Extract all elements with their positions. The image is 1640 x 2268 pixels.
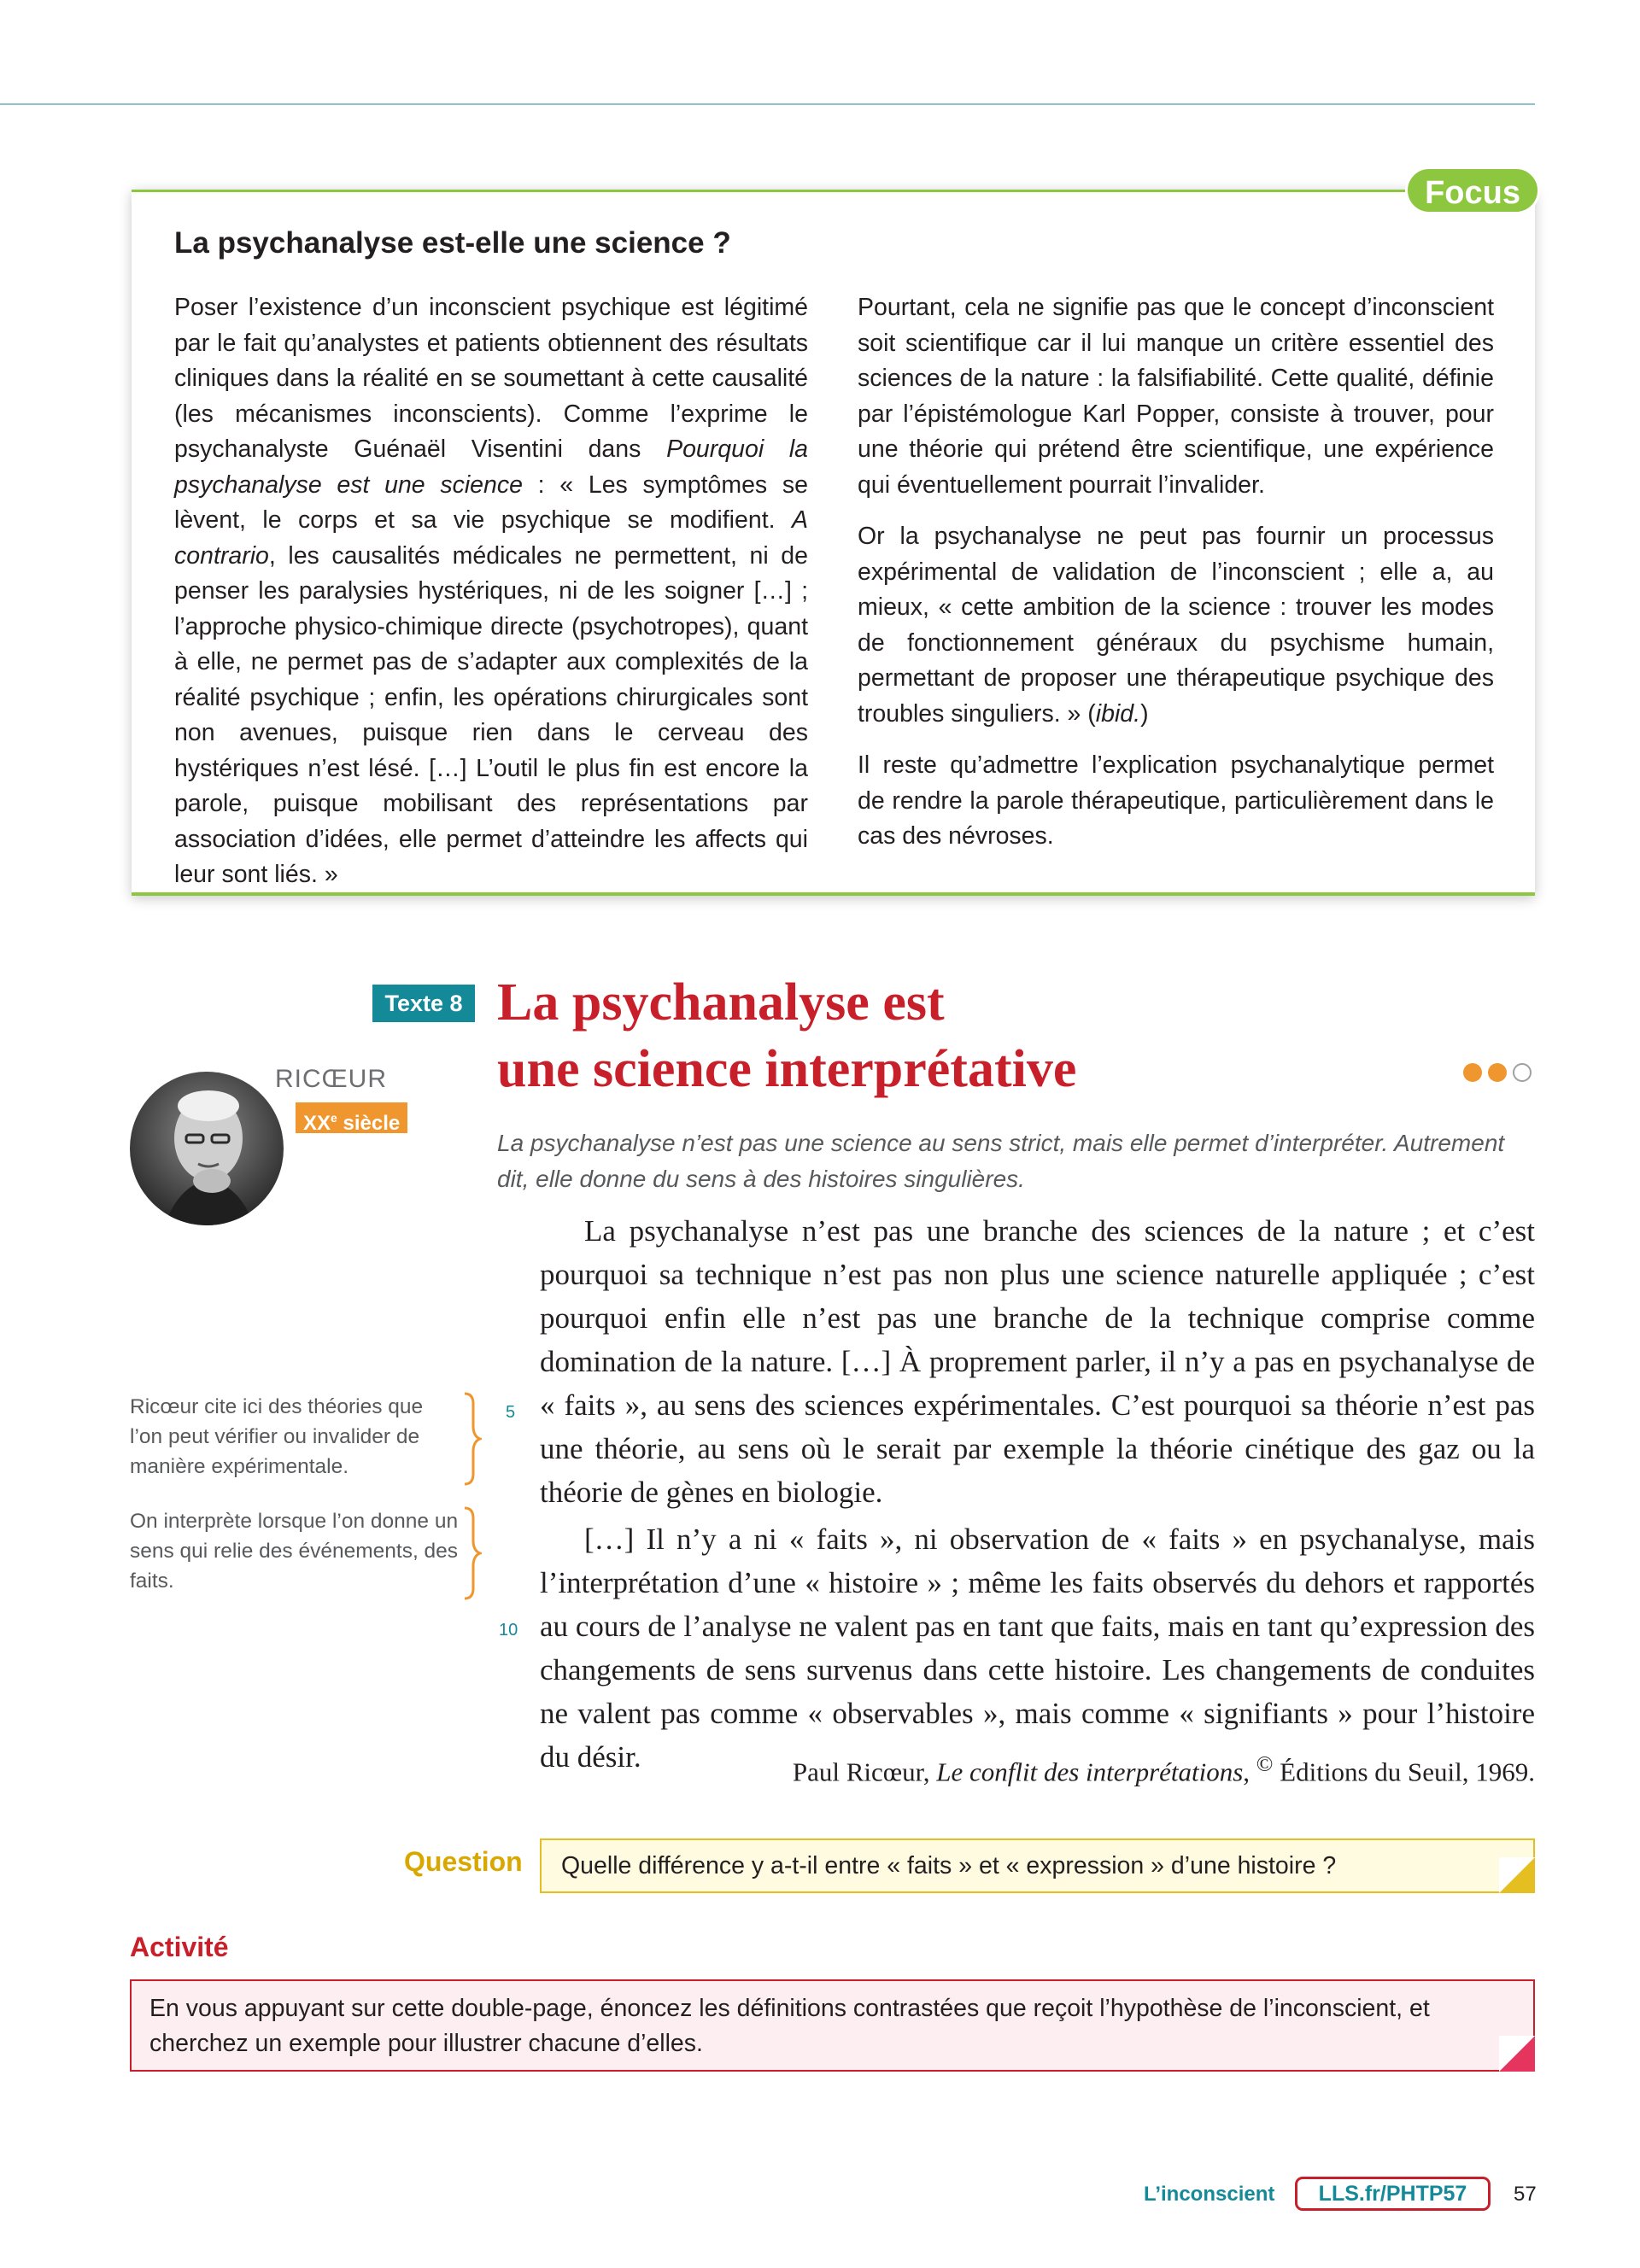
focus-left-column xyxy=(174,290,808,909)
question-box xyxy=(540,1838,1535,1893)
focus-right-column xyxy=(858,290,1494,871)
focus-left-paragraph: Poser l’existence d’un inconscient psychique est légitimé par le fait qu’analystes et patients obtiennent des résultats cliniques dans la réalité en se soumettant à cette causalité (les mécanismes inconscients). Comme l’exprime le psychanalyste Guénaël Visentini dans Pourquoi la psychanalyse est une science : « Les symptômes se lèvent, le corps et sa vie psychique se modifient. A contrario, les causalités médicales ne permettent, ni de penser les paralysies hystériques, ni de les soigner […] ; l’approche physico-chimique directe (psychotropes), quant à elle, ne permet pas de s’adapter aux complexités de la réalité psychique ; enfin, les opérations chirurgicales sont non avenues, puisque rien dans le cerveau des hystériques n’est lésé. […] L’outil le plus fin est encore la parole, puisque mobilisant des représentations par association d’idées, elle permet d’atteindre les affects qui leur sont liés. » xyxy=(174,294,808,888)
citation: Paul Ricœur, Le conflit des interprétations, © Éditions du Seuil, 1969. xyxy=(792,1751,1535,1787)
text-title-line-1: La psychanalyse est xyxy=(497,973,945,1032)
line-number-5: 5 xyxy=(506,1403,516,1422)
difficulty-dot-filled xyxy=(1463,1063,1482,1082)
corner-fold-icon xyxy=(1499,1857,1535,1893)
text-number-badge: Texte 8 xyxy=(372,985,475,1022)
century-badge: XXe siècle xyxy=(296,1102,407,1133)
activity-text: En vous appuyant sur cette double-page, énoncez les définitions contrastées que reçoit l’hypothèse de l’inconscient, et cherchez un exemple pour illustrer chacune d’elles. xyxy=(149,1995,1430,2057)
text-paragraph-2: […] Il n’y a ni « faits », ni observation de « faits » en psychanalyse, mais l’interprétation d’une « histoire » ; même les faits observés du dehors et rapportés au cours de l’analyse ne valent pas en tant que faits, mais en tant qu’expression des changements de sens survenus dans cette histoire. Les changements de conduites ne valent pas comme « observables », mais comme « signifiants » pour l’histoire du désir. xyxy=(540,1523,1535,1774)
focus-badge: Focus xyxy=(1405,167,1540,214)
margin-note-1: Ricœur cite ici des théories que l’on peut vérifier ou invalider de manière expérimentale. xyxy=(130,1395,424,1478)
top-rule xyxy=(0,103,1535,105)
focus-right-paragraph-2: Or la psychanalyse ne peut pas fournir un processus expérimental de validation de l’inconscient ; elle a, au mieux, « cette ambition de la science : trouver les modes de fonctionnement généraux du psychisme humain, permettant de proposer une thérapeutique psychique des troubles singuliers. » (ibid.) xyxy=(858,523,1494,728)
footer-web-link[interactable]: LLS.fr/PHTP57 xyxy=(1295,2177,1491,2211)
margin-brace-icon xyxy=(461,1392,482,1486)
author-portrait xyxy=(130,1072,284,1225)
focus-title: La psychanalyse est-elle une science ? xyxy=(174,226,731,260)
focus-right-paragraph-3: Il reste qu’admettre l’explication psychanalytique permet de rendre la parole thérapeutique, particulièrement dans le cas des névroses. xyxy=(858,751,1494,850)
margin-brace-icon xyxy=(461,1506,482,1600)
text-paragraph-1: La psychanalyse n’est pas une branche des sciences de la nature ; et c’est pourquoi sa technique n’est pas non plus une science naturelle appliquée ; c’est pourquoi enfin elle n’est pas une branche de la technique comprise comme domination de la nature. […] À proprement parler, il n’y a pas en psychanalyse de « faits », au sens des sciences expérimentales. C’est pourquoi sa théorie n’est pas une théorie, au sens où le serait par exemple la théorie cinétique des gaz ou la théorie de gènes en biologie. xyxy=(540,1214,1535,1509)
corner-fold-icon xyxy=(1499,2036,1535,2072)
difficulty-indicator xyxy=(1463,1063,1532,1082)
line-number-10: 10 xyxy=(499,1621,518,1640)
text-body xyxy=(540,1209,1535,1782)
focus-box xyxy=(132,175,1535,896)
question-text: Quelle différence y a-t-il entre « faits » et « expression » d’une histoire ? xyxy=(561,1852,1337,1879)
margin-note-2: On interprète lorsque l’on donne un sens qui relie des événements, des faits. xyxy=(130,1510,459,1593)
page-number: 57 xyxy=(1514,2183,1537,2206)
question-label: Question xyxy=(404,1846,523,1877)
difficulty-dot-empty xyxy=(1513,1063,1532,1082)
author-name: RICŒUR xyxy=(275,1065,387,1093)
activity-box xyxy=(130,1979,1535,2072)
difficulty-dot-filled xyxy=(1488,1063,1507,1082)
text-introduction: La psychanalyse n’est pas une science au sens strict, mais elle permet d’interpréter. Autrement dit, elle donne du sens à des histoires singulières. xyxy=(497,1130,1505,1192)
text-title xyxy=(497,969,1076,1102)
activity-label: Activité xyxy=(130,1932,229,1962)
text-title-line-2: une science interprétative xyxy=(497,1040,1077,1098)
focus-right-paragraph-1: Pourtant, cela ne signifie pas que le concept d’inconscient soit scientifique car il lui manque un critère essentiel des sciences de la nature : la falsifiabilité. Cette qualité, définie par l’épistémologue Karl Popper, consiste à trouver, pour une théorie qui prétend être scientifique, une expérience qui éventuellement pourrait l’invalider. xyxy=(858,294,1494,499)
footer-chapter-title: L’inconscient xyxy=(1144,2183,1275,2206)
